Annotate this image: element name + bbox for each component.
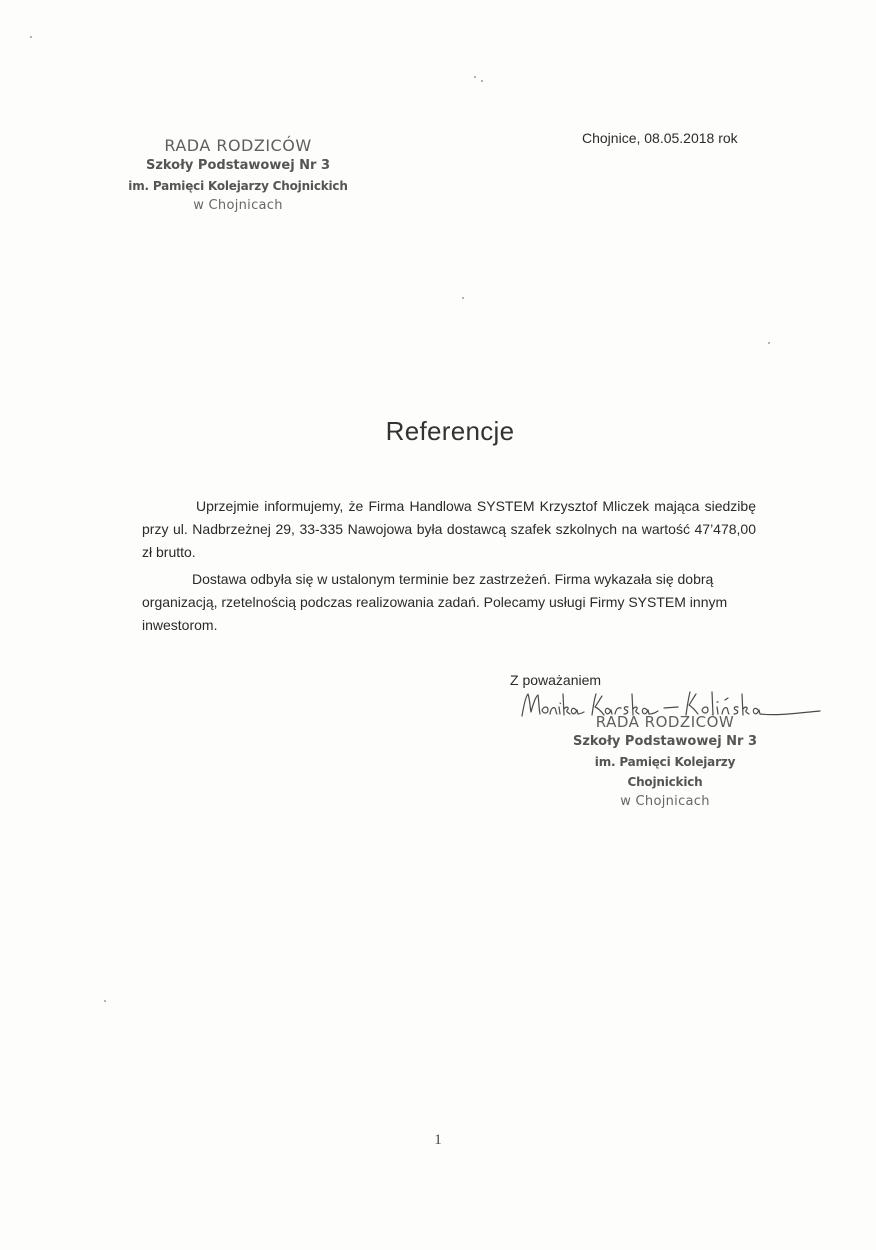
footer-stamp [560,712,770,812]
footer-stamp-line1: RADA RODZICÓW [595,713,735,731]
date-line: Chojnice, 08.05.2018 rok [582,130,738,146]
footer-stamp-line4: w Chojnicach [620,794,710,809]
scan-speck [104,1000,106,1002]
document-title: Referencje [385,416,515,446]
scan-speck [768,342,770,344]
scan-speck [30,36,32,38]
scan-speck [462,297,464,299]
header-stamp-line3: im. Pamięci Kolejarzy Chojnickich [128,179,348,193]
body-paragraph-1: Uprzejmie informujemy, że Firma Handlowa SYSTEM Krzysztof Mliczek mająca siedzibę przy ul. Nadbrzeżnej 29, 33-335 Nawojowa była dostawcą szafek szkolnych na wartość 47’478,00 zł brutto. [142,498,756,560]
footer-stamp-line2: Szkoły Podstawowej Nr 3 [572,734,758,749]
page-number: 1 [434,1132,442,1148]
header-stamp-line2: Szkoły Podstawowej Nr 3 [145,158,331,173]
scan-speck [481,80,483,82]
body-paragraph-2: Dostawa odbyła się w ustalonym terminie bez zastrzeżeń. Firma wykazała się dobrą organizacją, rzetelnością podczas realizowania zadań. Polecamy usługi Firmy SYSTEM innym inwestorom. [142,571,728,633]
footer-stamp-line3: im. Pamięci Kolejarzy Chojnickich [594,755,736,789]
header-stamp-line4: w Chojnicach [193,198,283,213]
header-stamp [118,136,358,216]
header-stamp-line1: RADA RODZICÓW [164,136,312,155]
scan-speck [474,76,476,78]
closing-line: Z poważaniem [510,672,602,688]
